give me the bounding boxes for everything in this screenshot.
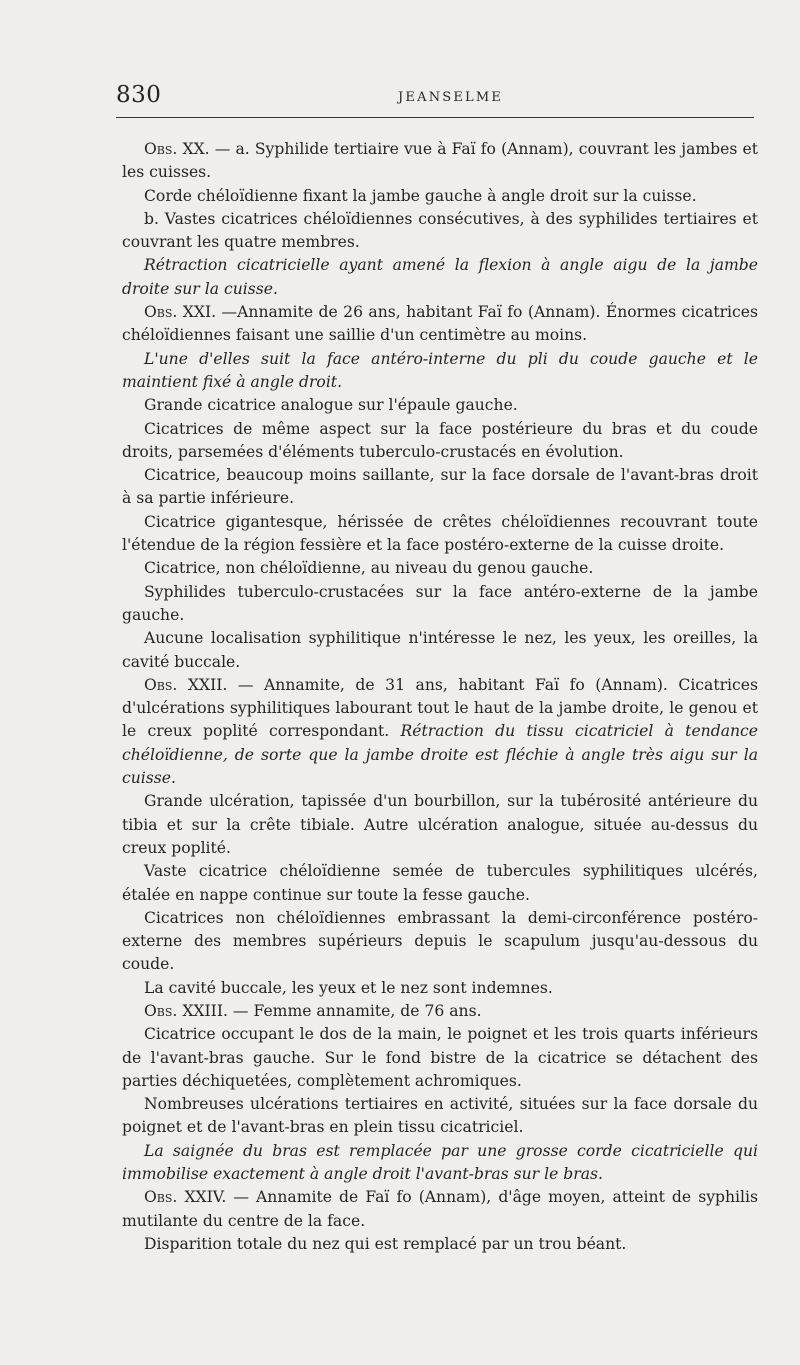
observation-label: Obs. XX. [144, 140, 210, 158]
paragraph: Cicatrices non chéloïdiennes embrassant la demi-circonférence postéro-externe des membres supérieurs depuis le scapulum jusqu'au-dessous du coude. [122, 908, 758, 974]
page-number: 830 [116, 82, 162, 108]
paragraph: Cicatrice, beaucoup moins saillante, sur la face dorsale de l'avant-bras droit à sa partie inférieure. [122, 466, 758, 508]
paragraph: Cicatrices de même aspect sur la face postérieure du bras et du coude droits, parsemées d'éléments tuberculo-crustacés en évolution. [122, 419, 758, 461]
paragraph: Corde chéloïdienne fixant la jambe gauche à angle droit sur la cuisse. [144, 186, 697, 205]
paragraph-italic: L'une d'elles suit la face antéro-interne du pli du coude gauche et le maintient fixé à angle droit. [122, 349, 758, 391]
paragraph: Vaste cicatrice chéloïdienne semée de tubercules syphilitiques ulcérés, étalée en nappe continue sur toute la fesse gauche. [122, 862, 758, 904]
paragraph-italic: Rétraction cicatricielle ayant amené la flexion à angle aigu de la jambe droite sur la cuisse. [122, 256, 758, 298]
observation-label: Obs. XXI. [144, 303, 217, 322]
observation-label: Obs. XXII. [144, 675, 228, 694]
page-header [116, 82, 752, 112]
paragraph: Obs. XXI. —Annamite de 26 ans, habitant Faï fo (Annam). Énormes cicatrices chéloïdiennes faisant une saillie d'un centimètre au moins. [122, 303, 759, 345]
paragraph: Obs. XX. — a. Syphilide tertiaire vue à Faï fo (Annam), couvrant les jambes et les cuisses. [122, 140, 758, 182]
paragraph: b. Vastes cicatrices chéloïdiennes consécutives, à des syphilides tertiaires et couvrant les quatre membres. [122, 209, 758, 252]
paragraph: Grande ulcération, tapissée d'un bourbillon, sur la tubérosité antérieure du tibia et sur la crête tibiale. Autre ulcération analogue, située au-dessus du creux poplité. [122, 792, 758, 857]
paragraph: Syphilides tuberculo-crustacées sur la face antéro-externe de la jambe gauche. [122, 582, 758, 624]
paragraph: Aucune localisation syphilitique n'intéresse le nez, les yeux, les oreilles, la cavité buccale. [122, 629, 758, 671]
paragraph: Nombreuses ulcérations tertiaires en activité, situées sur la face dorsale du poignet et de l'avant-bras en plein tissu cicatriciel. [122, 1095, 758, 1137]
paragraph: Obs. XXII. — Annamite, de 31 ans, habitant Faï fo (Annam). Cicatrices d'ulcérations syphilitiques labourant tout le haut de la jambe droite, le genou et le creux poplité correspondant. Rétraction du tissu cicatriciel à tendance chéloïdienne, de sorte que la jambe droite est fléchie à angle très aigu sur la cuisse. [122, 675, 759, 788]
paragraph: Cicatrice, non chéloïdienne, au niveau du genou gauche. [144, 559, 594, 578]
observation-label: Obs. XXIII. [144, 1001, 228, 1020]
paragraph: Disparition totale du nez qui est remplacé par un trou béant. [144, 1234, 627, 1253]
paragraph-italic: La saignée du bras est remplacée par une grosse corde cicatricielle qui immobilise exactement à angle droit l'avant-bras sur le bras. [122, 1141, 758, 1184]
paragraph: Grande cicatrice analogue sur l'épaule gauche. [144, 396, 518, 415]
paragraph: Obs. XXIII. — Femme annamite, de 76 ans. [144, 1001, 482, 1020]
paragraph: La cavité buccale, les yeux et le nez sont indemnes. [144, 978, 553, 997]
observation-label: Obs. XXIV. [144, 1188, 227, 1207]
body-text [122, 138, 758, 1256]
running-head: JEANSELME [398, 90, 504, 105]
paragraph: Obs. XXIV. — Annamite de Faï fo (Annam), d'âge moyen, atteint de syphilis mutilante du centre de la face. [122, 1188, 759, 1230]
paragraph: Cicatrice occupant le dos de la main, le poignet et les trois quarts inférieurs de l'avant-bras gauche. Sur le fond bistre de la cicatrice se détachent des parties déchiquetées, complètement achromiques. [122, 1025, 758, 1090]
paragraph: Cicatrice gigantesque, hérissée de crêtes chéloïdiennes recouvrant toute l'étendue de la région fessière et la face postéro-externe de la cuisse droite. [122, 512, 758, 555]
header-rule [116, 117, 754, 118]
